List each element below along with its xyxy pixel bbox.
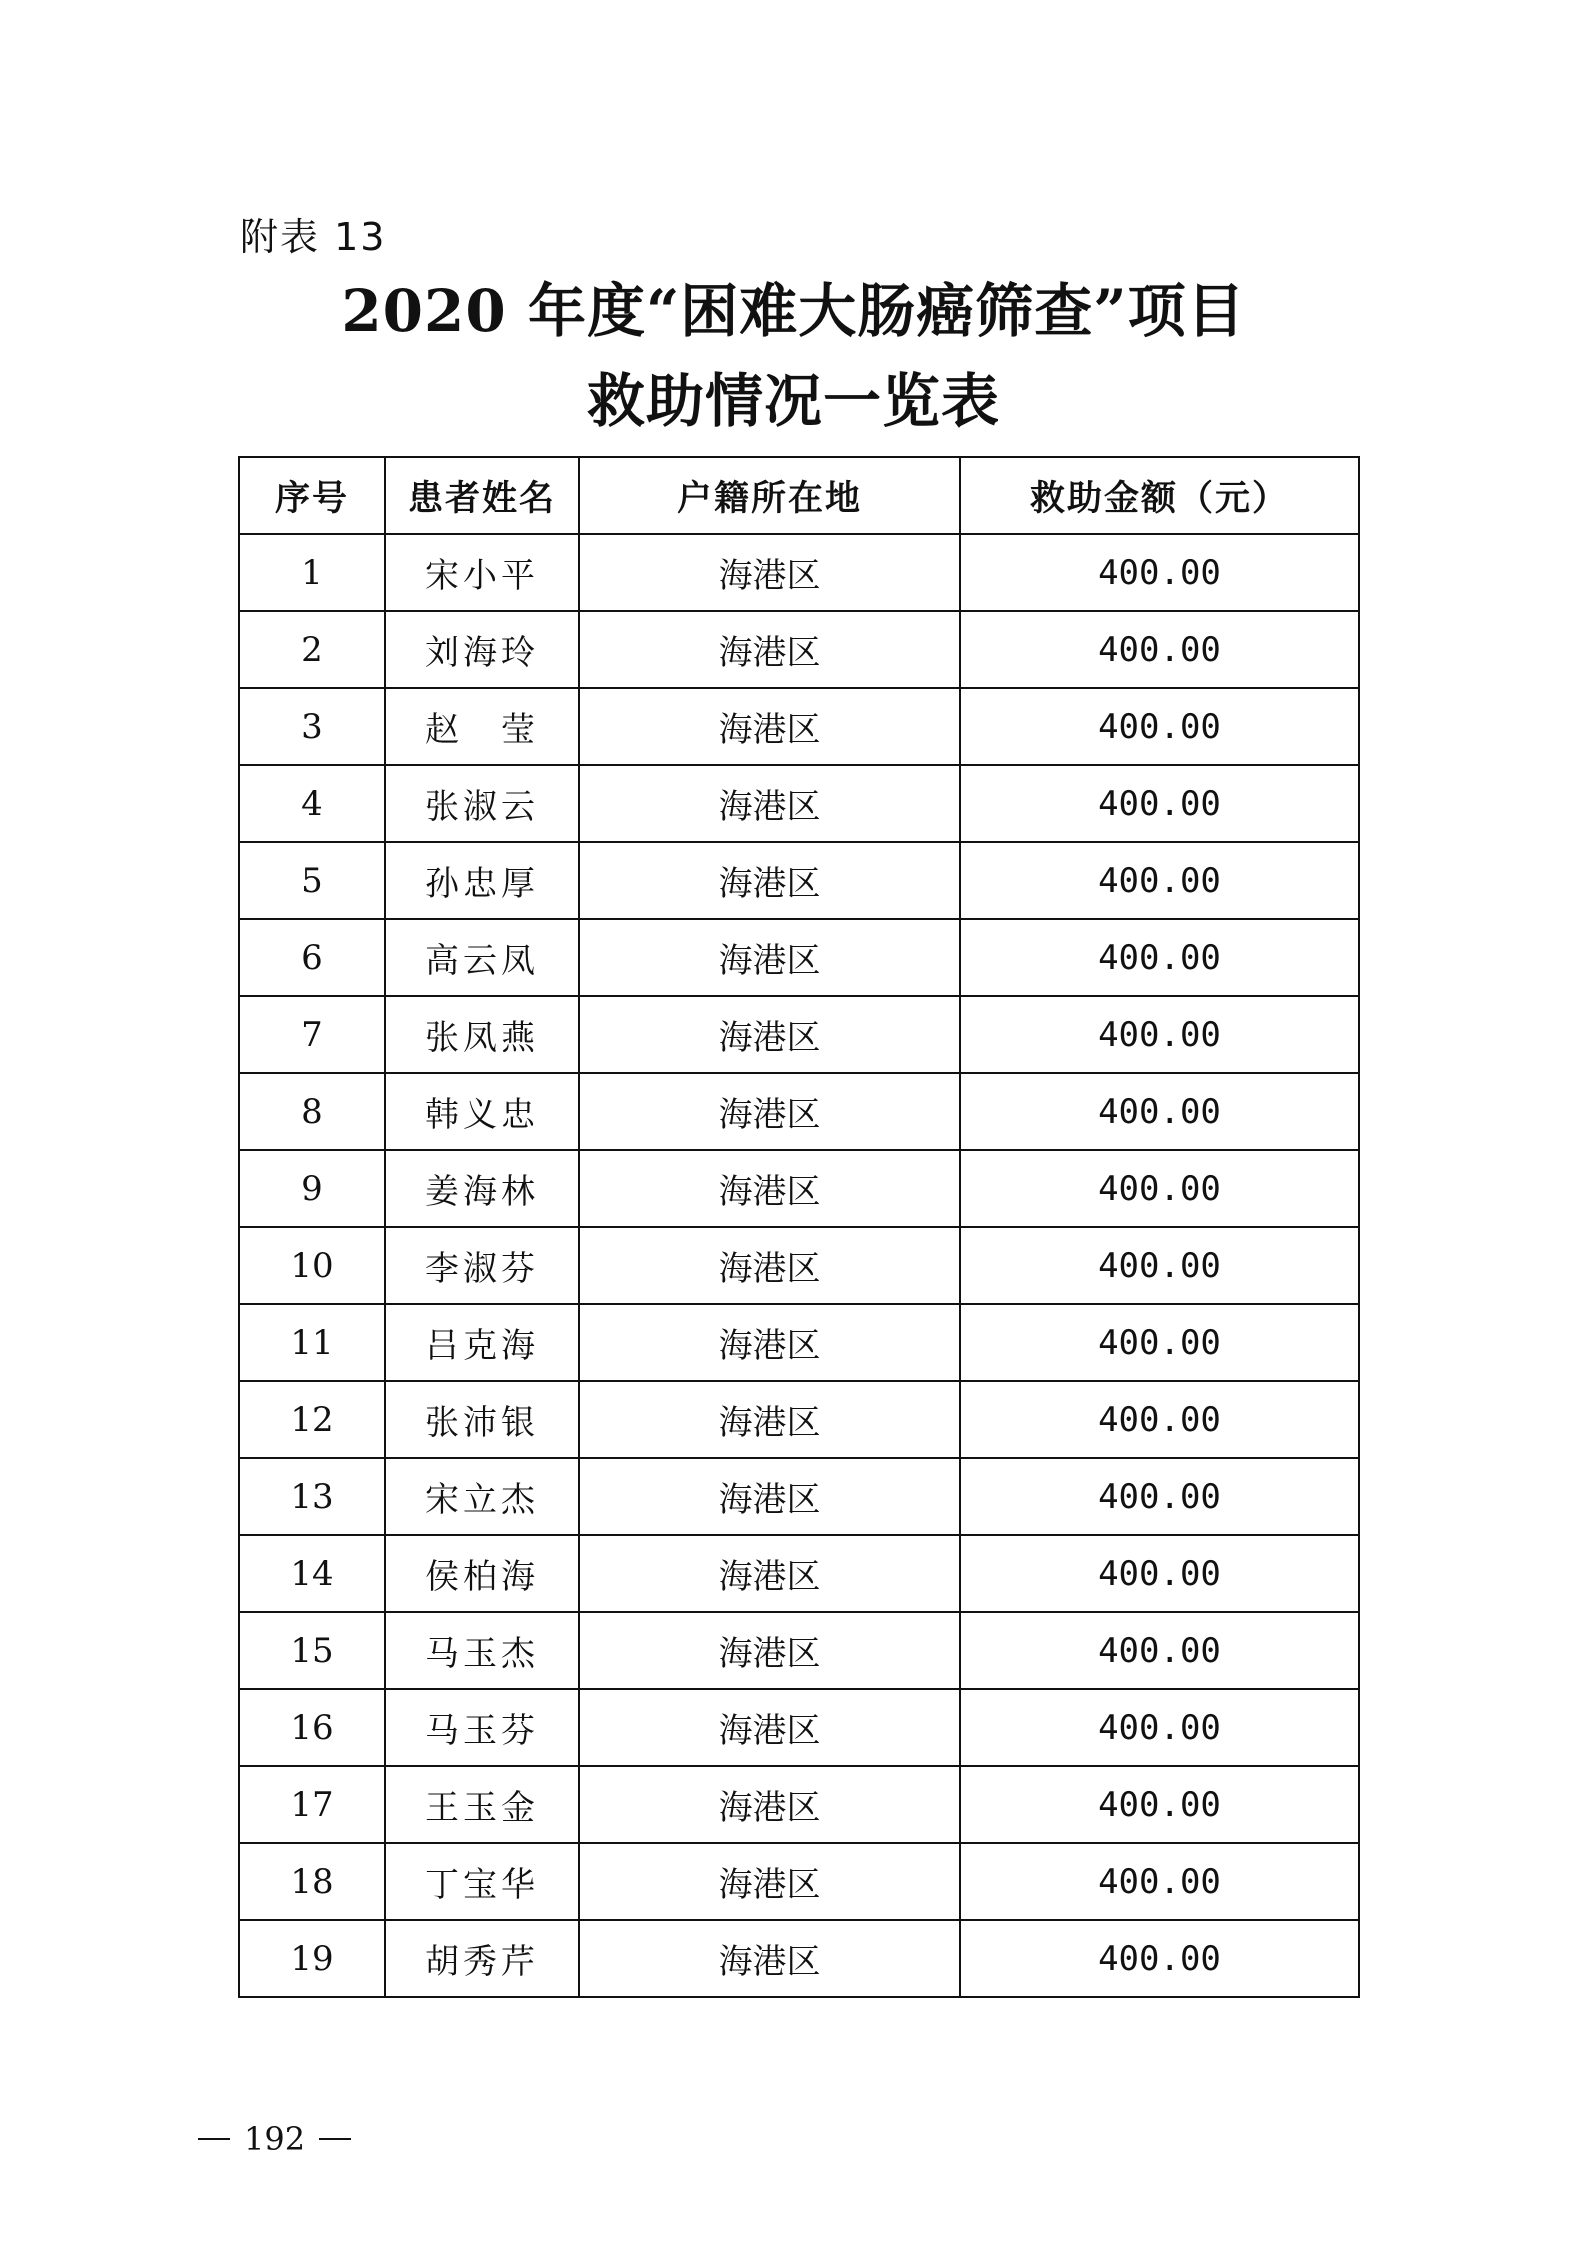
cell-patient-name: 刘海玲 <box>385 611 579 688</box>
cell-household-registration: 海港区 <box>579 765 960 842</box>
table-row <box>239 534 1359 611</box>
table-row <box>239 1227 1359 1304</box>
cell-household-registration: 海港区 <box>579 1920 960 1997</box>
cell-patient-name: 马玉芬 <box>385 1689 579 1766</box>
header-patient-name: 患者姓名 <box>385 457 579 534</box>
cell-relief-amount: 400.00 <box>960 688 1359 765</box>
cell-household-registration: 海港区 <box>579 919 960 996</box>
cell-serial-number: 19 <box>239 1920 385 1997</box>
cell-relief-amount: 400.00 <box>960 919 1359 996</box>
table-row <box>239 842 1359 919</box>
header-row <box>239 457 1359 534</box>
table-header <box>239 457 1359 534</box>
cell-serial-number: 10 <box>239 1227 385 1304</box>
cell-household-registration: 海港区 <box>579 1304 960 1381</box>
cell-serial-number: 12 <box>239 1381 385 1458</box>
cell-serial-number: 2 <box>239 611 385 688</box>
cell-serial-number: 1 <box>239 534 385 611</box>
table-row <box>239 1535 1359 1612</box>
cell-relief-amount: 400.00 <box>960 1150 1359 1227</box>
footer-dash-right <box>319 2138 351 2140</box>
cell-patient-name: 吕克海 <box>385 1304 579 1381</box>
cell-relief-amount: 400.00 <box>960 1612 1359 1689</box>
page-title: 2020 年度“困难大肠癌筛查”项目 <box>341 277 1246 345</box>
table-row <box>239 1150 1359 1227</box>
cell-household-registration: 海港区 <box>579 1458 960 1535</box>
cell-relief-amount: 400.00 <box>960 1535 1359 1612</box>
cell-relief-amount: 400.00 <box>960 1843 1359 1920</box>
cell-relief-amount: 400.00 <box>960 1073 1359 1150</box>
cell-household-registration: 海港区 <box>579 1073 960 1150</box>
cell-patient-name: 姜海林 <box>385 1150 579 1227</box>
cell-relief-amount: 400.00 <box>960 1689 1359 1766</box>
annex-label: 附表 13 <box>240 215 387 259</box>
cell-relief-amount: 400.00 <box>960 1304 1359 1381</box>
cell-relief-amount: 400.00 <box>960 611 1359 688</box>
cell-household-registration: 海港区 <box>579 842 960 919</box>
cell-household-registration: 海港区 <box>579 688 960 765</box>
cell-serial-number: 15 <box>239 1612 385 1689</box>
cell-household-registration: 海港区 <box>579 996 960 1073</box>
table-row <box>239 688 1359 765</box>
table-row <box>239 1612 1359 1689</box>
cell-serial-number: 18 <box>239 1843 385 1920</box>
table-row <box>239 996 1359 1073</box>
cell-serial-number: 9 <box>239 1150 385 1227</box>
cell-patient-name: 王玉金 <box>385 1766 579 1843</box>
table-row <box>239 611 1359 688</box>
table-row <box>239 765 1359 842</box>
cell-serial-number: 8 <box>239 1073 385 1150</box>
cell-patient-name: 张凤燕 <box>385 996 579 1073</box>
cell-household-registration: 海港区 <box>579 1612 960 1689</box>
cell-patient-name: 宋小平 <box>385 534 579 611</box>
cell-relief-amount: 400.00 <box>960 1227 1359 1304</box>
cell-serial-number: 17 <box>239 1766 385 1843</box>
page-subtitle: 救助情况一览表 <box>586 367 1000 435</box>
table-row <box>239 919 1359 996</box>
cell-patient-name: 李淑芬 <box>385 1227 579 1304</box>
cell-household-registration: 海港区 <box>579 534 960 611</box>
cell-patient-name: 丁宝华 <box>385 1843 579 1920</box>
page-number: 192 <box>244 2120 306 2158</box>
cell-relief-amount: 400.00 <box>960 1458 1359 1535</box>
table-row <box>239 1458 1359 1535</box>
cell-relief-amount: 400.00 <box>960 534 1359 611</box>
page-footer <box>198 2120 351 2158</box>
footer-dash-left <box>198 2138 230 2140</box>
cell-patient-name: 胡秀芹 <box>385 1920 579 1997</box>
cell-household-registration: 海港区 <box>579 1689 960 1766</box>
relief-table <box>238 456 1360 1998</box>
cell-serial-number: 6 <box>239 919 385 996</box>
cell-patient-name: 马玉杰 <box>385 1612 579 1689</box>
cell-patient-name: 侯柏海 <box>385 1535 579 1612</box>
cell-serial-number: 13 <box>239 1458 385 1535</box>
cell-relief-amount: 400.00 <box>960 1920 1359 1997</box>
table-row <box>239 1304 1359 1381</box>
header-household-registration: 户籍所在地 <box>579 457 960 534</box>
cell-serial-number: 14 <box>239 1535 385 1612</box>
cell-relief-amount: 400.00 <box>960 842 1359 919</box>
cell-patient-name: 孙忠厚 <box>385 842 579 919</box>
cell-serial-number: 11 <box>239 1304 385 1381</box>
cell-household-registration: 海港区 <box>579 1150 960 1227</box>
cell-household-registration: 海港区 <box>579 1535 960 1612</box>
cell-patient-name: 韩义忠 <box>385 1073 579 1150</box>
cell-serial-number: 7 <box>239 996 385 1073</box>
cell-serial-number: 16 <box>239 1689 385 1766</box>
header-serial-number: 序号 <box>239 457 385 534</box>
cell-relief-amount: 400.00 <box>960 1766 1359 1843</box>
cell-patient-name: 张沛银 <box>385 1381 579 1458</box>
cell-patient-name: 张淑云 <box>385 765 579 842</box>
cell-serial-number: 5 <box>239 842 385 919</box>
cell-relief-amount: 400.00 <box>960 996 1359 1073</box>
cell-patient-name: 赵 莹 <box>385 688 579 765</box>
cell-serial-number: 3 <box>239 688 385 765</box>
cell-household-registration: 海港区 <box>579 611 960 688</box>
header-relief-amount: 救助金额（元） <box>960 457 1359 534</box>
cell-serial-number: 4 <box>239 765 385 842</box>
cell-household-registration: 海港区 <box>579 1381 960 1458</box>
table-body <box>239 534 1359 1997</box>
table-row <box>239 1843 1359 1920</box>
cell-household-registration: 海港区 <box>579 1843 960 1920</box>
table-row <box>239 1381 1359 1458</box>
cell-patient-name: 宋立杰 <box>385 1458 579 1535</box>
cell-relief-amount: 400.00 <box>960 765 1359 842</box>
table-row <box>239 1766 1359 1843</box>
cell-patient-name: 高云凤 <box>385 919 579 996</box>
cell-relief-amount: 400.00 <box>960 1381 1359 1458</box>
cell-household-registration: 海港区 <box>579 1227 960 1304</box>
table-row <box>239 1689 1359 1766</box>
cell-household-registration: 海港区 <box>579 1766 960 1843</box>
table-row <box>239 1920 1359 1997</box>
table-row <box>239 1073 1359 1150</box>
